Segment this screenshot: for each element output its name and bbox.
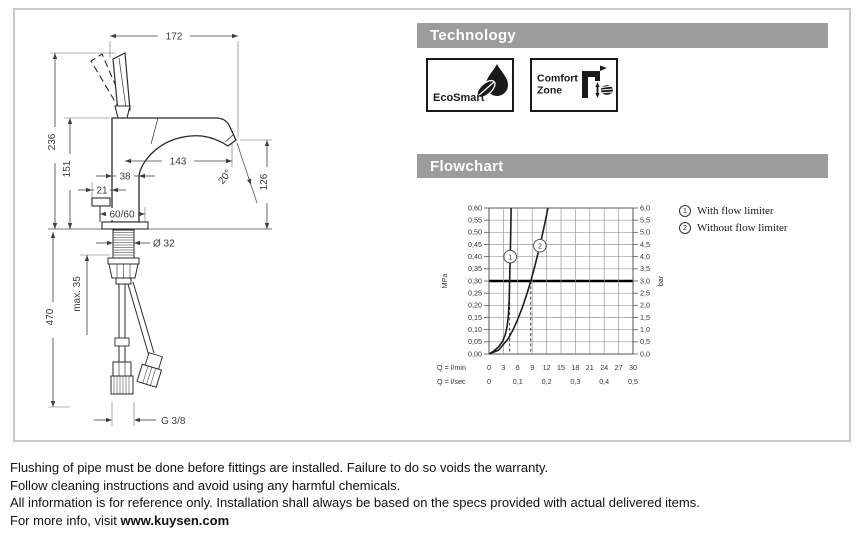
- y-tick-bar: 2,5: [640, 288, 650, 298]
- x-tick-lmin: 21: [585, 363, 594, 372]
- y-tick-bar: 3,0: [640, 276, 650, 286]
- flowchart-plot: [435, 192, 675, 397]
- y-tick-mpa: 0,05: [468, 337, 482, 347]
- dim-thread: G 3/8: [161, 416, 186, 427]
- dim-max-deck: max. 35: [72, 276, 83, 312]
- y-tick-bar: 3,5: [640, 264, 650, 274]
- x-tick-lsec: 0,4: [599, 377, 610, 386]
- x-tick-lmin: 27: [614, 363, 623, 372]
- x-tick-lmin: 30: [629, 363, 637, 372]
- base-flange: [102, 222, 148, 229]
- y-axis-label-bar: bar: [656, 275, 665, 287]
- curve-marker-number: 2: [537, 241, 542, 251]
- y-tick-mpa: 0,35: [468, 264, 482, 274]
- y-tick-mpa: 0,45: [468, 239, 482, 249]
- y-tick-bar: 5,5: [640, 215, 650, 225]
- y-tick-bar: 5,0: [640, 227, 650, 237]
- x-tick-lmin: 15: [557, 363, 565, 372]
- y-tick-bar: 2,0: [640, 300, 650, 310]
- footer-line-4: [10, 512, 850, 530]
- dim-top-width: 172: [165, 31, 183, 43]
- faucet-outline: [91, 53, 236, 394]
- x-tick-lsec: 0: [487, 377, 491, 386]
- curve-marker-number: 1: [508, 252, 513, 262]
- y-tick-mpa: 0,55: [468, 215, 482, 225]
- supply-hose-angled: [128, 282, 165, 387]
- dim-spout-angle: 20°: [216, 167, 235, 187]
- website-link: www.kuysen.com: [120, 512, 230, 528]
- y-tick-mpa: 0,20: [468, 300, 482, 310]
- footer-line-1: Flushing of pipe must be done before fittings are installed. Failure to do so voids the warranty.: [10, 460, 549, 475]
- handle-base: [115, 106, 130, 118]
- x-tick-lmin: 3: [501, 363, 506, 372]
- y-tick-bar: 0,0: [640, 349, 650, 359]
- x-tick-lsec: 0,2: [541, 377, 552, 386]
- dim-outlet-height: 126: [259, 173, 270, 191]
- ecosmart-label: EcoSmart: [433, 92, 485, 105]
- flowchart-title: Flowchart: [430, 157, 504, 175]
- dim-base: 60/60: [109, 209, 135, 221]
- y-tick-bar: 0,5: [640, 337, 650, 347]
- y-tick-mpa: 0,15: [468, 312, 482, 322]
- y-tick-mpa: 0,50: [468, 227, 482, 237]
- y-tick-mpa: 0,00: [468, 349, 482, 359]
- x-tick-lmin: 18: [571, 363, 580, 372]
- legend-marker-2: 2: [679, 222, 691, 234]
- y-tick-mpa: 0,40: [468, 252, 482, 262]
- badge-comfort-zone: [530, 58, 618, 112]
- y-tick-bar: 6,0: [640, 203, 650, 213]
- footer-notes: [10, 459, 850, 529]
- x-tick-lmin: 12: [542, 363, 551, 372]
- dim-body-height: 151: [62, 160, 73, 178]
- badge-ecosmart: [426, 58, 514, 112]
- extension-lines: [48, 41, 272, 426]
- technology-title: Technology: [430, 27, 517, 44]
- x-axis-label-lmin: Q = l/min: [437, 363, 466, 372]
- y-tick-mpa: 0,10: [468, 325, 482, 335]
- dim-hose-depth: 470: [45, 308, 56, 326]
- dim-total-height: 236: [47, 133, 58, 151]
- x-tick-lmin: 24: [600, 363, 609, 372]
- legend-marker-1: 1: [679, 205, 691, 217]
- x-tick-lmin: 0: [487, 363, 491, 372]
- y-tick-bar: 4,5: [640, 239, 650, 249]
- y-tick-bar: 4,0: [640, 252, 650, 262]
- x-tick-lsec: 0,1: [512, 377, 523, 386]
- legend-item-without-limiter: [679, 222, 788, 234]
- dim-body-width: 38: [119, 171, 131, 183]
- y-axis-label-mpa: MPa: [440, 273, 449, 289]
- x-tick-lsec: 0,5: [628, 377, 638, 386]
- footer-line-2: Follow cleaning instructions and avoid using any harmful chemicals.: [10, 477, 401, 493]
- legend-item-with-limiter: [679, 205, 788, 217]
- flow-legend: [679, 205, 788, 239]
- y-tick-bar: 1,5: [640, 312, 650, 322]
- x-tick-lsec: 0,3: [570, 377, 581, 386]
- comfort-zone-label: Comfort Zone: [537, 72, 578, 96]
- x-axis-label-lsec: Q = l/sec: [437, 377, 466, 386]
- footer-line-3: All information is for reference only. Installation shall always be based on the specs provided with actual delivered items.: [10, 495, 700, 510]
- flowchart-header: [417, 154, 828, 178]
- legend-label-2: Without flow limiter: [697, 222, 788, 234]
- popup-rod: [92, 198, 110, 206]
- y-tick-mpa: 0,30: [468, 276, 482, 286]
- faucet-technical-drawing: [20, 14, 410, 439]
- y-tick-mpa: 0,25: [468, 288, 482, 298]
- more-info-prefix: For more info, visit: [10, 512, 121, 528]
- dim-popup-offset: 21: [96, 185, 108, 197]
- legend-label-1: With flow limiter: [697, 205, 774, 217]
- x-tick-lmin: 6: [515, 363, 520, 372]
- dim-spout-reach: 143: [169, 156, 187, 168]
- x-tick-lmin: 9: [530, 363, 535, 372]
- dim-shank-diameter: Ø 32: [153, 238, 175, 250]
- y-tick-mpa: 0,60: [468, 203, 482, 213]
- handle-blade: [113, 53, 130, 112]
- supply-hose-straight: [111, 284, 133, 394]
- mounting-nut: [108, 258, 139, 284]
- threaded-shank: [113, 230, 134, 258]
- technology-header: [417, 23, 828, 48]
- y-tick-bar: 1,0: [640, 325, 650, 335]
